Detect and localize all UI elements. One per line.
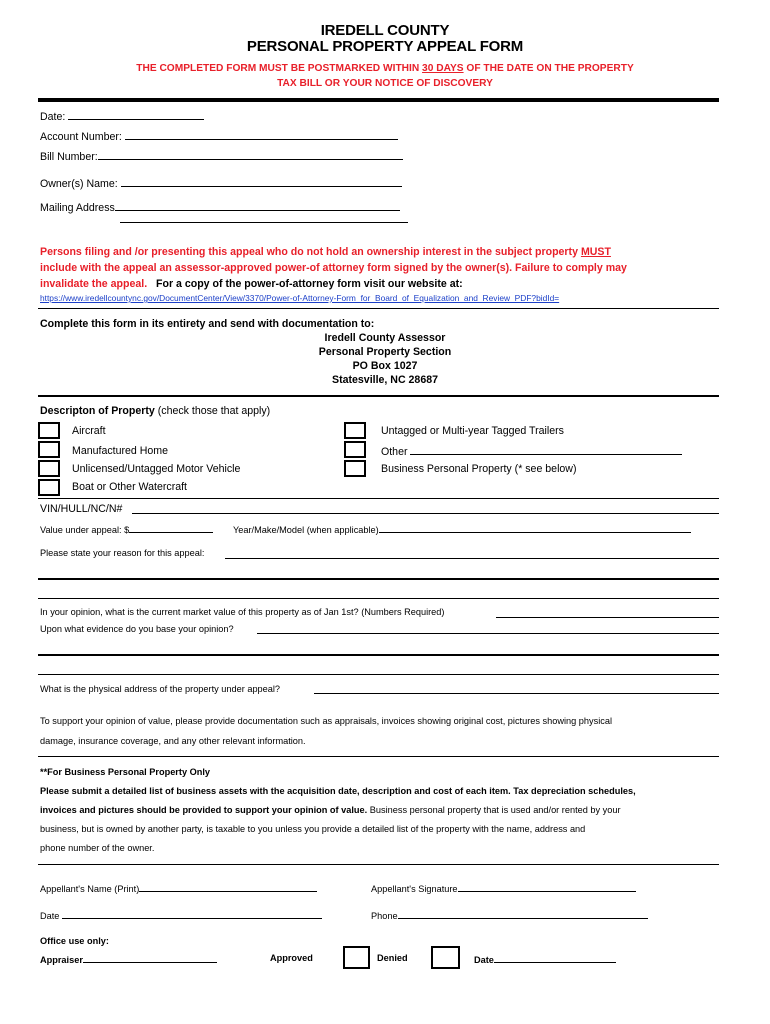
business-heading: **For Business Personal Property Only — [40, 767, 211, 777]
checkbox-other[interactable] — [344, 441, 366, 458]
poa-notice-line2: include with the appeal an assessor-approved power-of attorney form signed by the owner(s). Failure to comply may — [40, 262, 627, 274]
market-value-field[interactable]: In your opinion, what is the current market value of this property as of Jan 1st? (Numbers Required) — [40, 607, 445, 617]
appellant-phone-field[interactable]: Phone — [371, 909, 648, 921]
poa-notice-line3: invalidate the appeal. For a copy of the power-of-attorney form visit our website at: — [40, 278, 463, 290]
physical-address-line[interactable] — [314, 693, 719, 694]
appeal-reason-line3[interactable] — [38, 598, 719, 599]
market-value-line[interactable] — [496, 617, 719, 618]
appellant-signature-field[interactable]: Appellant's Signature — [371, 882, 636, 894]
poa-form-link[interactable]: https://www.iredellcountync.gov/DocumentCenter/View/3370/Power-of-Attorney-Form_for_Board_of_Equalization_and_Review_PDF?bidId= — [40, 293, 560, 303]
office-use-heading: Office use only: — [40, 936, 109, 946]
poa-notice-line1: Persons filing and /or presenting this appeal who do not hold an ownership interest in the subject property MUST — [40, 246, 611, 258]
postmark-notice-line2: TAX BILL OR YOUR NOTICE OF DISCOVERY — [277, 78, 493, 89]
bill-number-field[interactable]: Bill Number: — [40, 150, 403, 163]
checkbox-aircraft[interactable] — [38, 422, 60, 439]
option-aircraft: Aircraft — [72, 425, 106, 437]
mailing-address-field[interactable]: Mailing Address — [40, 201, 400, 214]
physical-address-field[interactable]: What is the physical address of the property under appeal? — [40, 684, 281, 694]
checkbox-denied-right[interactable] — [431, 946, 460, 969]
checkbox-watercraft[interactable] — [38, 479, 60, 496]
property-description-heading: Descripton of Property (check those that apply) — [40, 405, 271, 417]
vin-field[interactable]: VIN/HULL/NC/N# — [40, 503, 123, 515]
assessor-po-box: PO Box 1027 — [352, 360, 418, 372]
assessor-name: Iredell County Assessor — [324, 332, 446, 344]
checkbox-business-property[interactable] — [344, 460, 366, 477]
support-divider — [38, 756, 719, 757]
vin-line[interactable] — [132, 513, 719, 514]
option-motor-vehicle: Unlicensed/Untagged Motor Vehicle — [72, 463, 241, 475]
denied-label: Denied — [377, 953, 408, 963]
assessor-section: Personal Property Section — [318, 346, 452, 358]
evidence-line1[interactable] — [257, 633, 719, 634]
header-divider — [38, 98, 719, 102]
evidence-line2[interactable] — [38, 654, 719, 656]
mailing-address-line2[interactable] — [120, 222, 408, 223]
business-instructions-line1: Please submit a detailed list of business assets with the acquisition date, description and cost of each item. Tax depreciation schedules, — [40, 786, 636, 796]
date-field[interactable]: Date: — [40, 110, 204, 123]
office-date-field[interactable]: Date — [474, 953, 616, 965]
appellant-name-field[interactable]: Appellant's Name (Print) — [40, 882, 317, 894]
value-under-appeal-field[interactable]: Value under appeal: $ — [40, 523, 213, 535]
option-trailers: Untagged or Multi-year Tagged Trailers — [381, 425, 564, 437]
business-instructions-line2: invoices and pictures should be provided to support your opinion of value. Business personal property that is used and/or rented by your — [40, 805, 621, 815]
form-title-county: IREDELL COUNTY — [320, 22, 450, 39]
appeal-reason-field[interactable]: Please state your reason for this appeal: — [40, 548, 205, 558]
checkbox-manufactured-home[interactable] — [38, 441, 60, 458]
checkbox-motor-vehicle[interactable] — [38, 460, 60, 477]
appeal-reason-line1[interactable] — [225, 558, 719, 559]
evidence-field[interactable]: Upon what evidence do you base your opinion? — [40, 624, 234, 634]
option-other[interactable]: Other — [381, 445, 682, 458]
year-make-model-field[interactable]: Year/Make/Model (when applicable) — [233, 523, 691, 535]
address-divider — [38, 395, 719, 397]
support-instructions-line2: damage, insurance coverage, and any other relevant information. — [40, 736, 306, 746]
form-title: PERSONAL PROPERTY APPEAL FORM — [246, 38, 524, 55]
business-divider — [38, 864, 719, 865]
description-divider — [38, 498, 719, 499]
approved-label: Approved — [270, 953, 313, 963]
business-instructions-line4: phone number of the owner. — [40, 843, 155, 853]
option-manufactured-home: Manufactured Home — [72, 445, 168, 457]
option-business-property: Business Personal Property (* see below) — [381, 463, 577, 475]
appellant-date-field[interactable]: Date — [40, 909, 322, 921]
checkbox-trailers[interactable] — [344, 422, 366, 439]
postmark-notice: THE COMPLETED FORM MUST BE POSTMARKED WITHIN 30 DAYS OF THE DATE ON THE PROPERTY — [136, 63, 634, 74]
assessor-city: Statesville, NC 28687 — [332, 374, 438, 386]
appeal-reason-line2[interactable] — [38, 578, 719, 580]
option-watercraft: Boat or Other Watercraft — [72, 481, 187, 493]
send-instructions: Complete this form in its entirety and send with documentation to: — [40, 318, 375, 330]
checkbox-denied-left[interactable] — [343, 946, 370, 969]
account-number-field[interactable]: Account Number: — [40, 130, 398, 143]
poa-divider — [38, 308, 719, 309]
evidence-line3[interactable] — [38, 674, 719, 675]
support-instructions-line1: To support your opinion of value, please provide documentation such as appraisals, invoices showing original cost, pictures showing physical — [40, 716, 612, 726]
appraiser-field[interactable]: Appraiser — [40, 953, 217, 965]
owner-name-field[interactable]: Owner(s) Name: — [40, 177, 402, 190]
business-instructions-line3: business, but is owned by another party, is taxable to you unless you provide a detailed list of the property with the name, address and — [40, 824, 586, 834]
